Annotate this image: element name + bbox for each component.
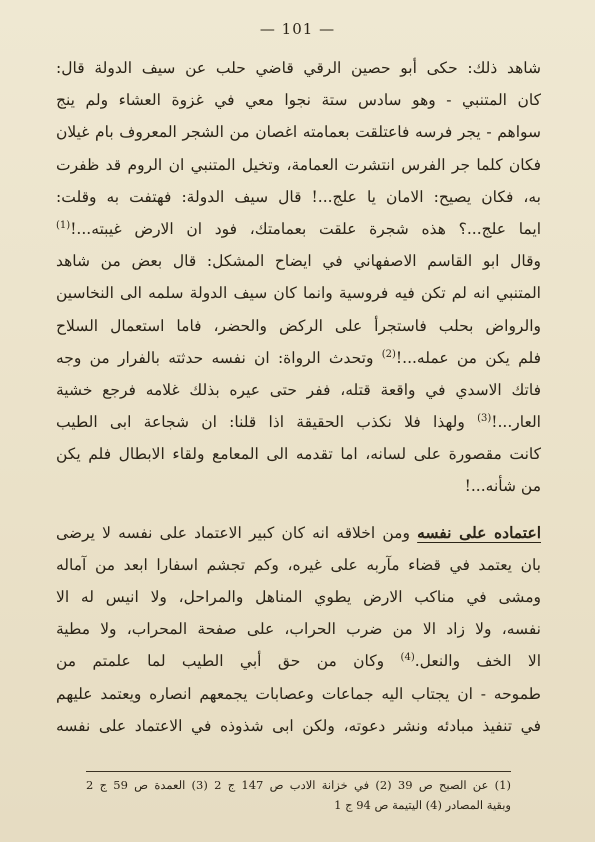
section-title: اعتماده على نفسه <box>417 522 541 542</box>
footnote-reference: (2) <box>381 348 396 360</box>
text-line: ومشى في مناكب الارض يطوي المناهل والمراحل، ولا انيس له الا <box>56 588 541 606</box>
text-line: من شأنه...! <box>464 477 541 496</box>
text-line: نفسه، ولا زاد الا من ضرب الحراب، على صفحة المحراب، ولا مطية <box>56 620 541 639</box>
text-line: شاهد ذلك: حكى أبو حصين الرقي قاضي حلب عن سيف الدولة قال: <box>56 59 541 77</box>
text-line: المتنبي انه لم تكن فيه فروسية وانما كان سيف الدولة سلمه الى النخاسين <box>56 284 541 303</box>
footnote-reference: (1) <box>56 219 71 231</box>
text-line: فكان كلما جر الفرس انتشرت العمامة، وتخيل المتنبي ان الروم قد ظفرت <box>56 155 541 174</box>
section-first-line: اعتماده على نفسه ومن اخلاقه انه كان كبير الاعتماد على نفسه لا يرضى <box>56 522 541 542</box>
body-text <box>56 52 541 742</box>
page-number: — 101 — <box>259 20 336 38</box>
text-line: فلم يكن من عمله...!$^{(2)}$ وتحدث الرواة: ان نفسه حدثته بالفرار من وجه <box>56 348 541 367</box>
text-line: طموحه - ان يجتاب اليه جماعات وعصابات يجمعهم انصاره ويعتمد عليهم <box>56 684 541 703</box>
footnote-line: (1) عن الصبح ص 39 (2) في خزانة الادب ص 147 ج 2 (3) العمدة ص 59 ج 2 <box>86 778 511 792</box>
footnotes <box>86 775 511 815</box>
text-line: العار...!$^{(3)}$ ولهذا فلا نكذب الحقيقة اذا قلنا: ان شجاعة ابى الطيب <box>56 412 541 432</box>
text-line: بان يعتمد في قضاء مآربه على غيره، وكم تجشم اسفارا ابعد من آماله <box>56 555 541 574</box>
footnote-divider <box>86 771 511 772</box>
text-line: كانت مقصورة على لسانه، اما تقدمه الى المعامع ولقاء الابطال فلم يكن <box>56 445 541 464</box>
text-line: ايما علج...؟ هذه شجرة علقت بعمامتك، فود ان الارض غيبته...!$^{(1)}$ <box>56 219 541 238</box>
text-line: فاتك الاسدي في واقعة قتله، ففر حتى عيره بذلك غلامه فرجع خشية <box>56 380 541 399</box>
text-line: به، فكان يصيح: الامان يا علج...! قال سيف الدولة: فهتفت به وقلت: <box>56 187 541 206</box>
text-line: الا الخف والنعل.$^{(4)}$ وكان من حق أبي الطيب لما علمتم من <box>56 652 541 671</box>
text-line: والرواض بحلب فاستجرأ على الركض والحضر، فاما استعمال السلاح <box>56 316 541 335</box>
text-line: وقال ابو القاسم الاصفهاني في ايضاح المشكل: قال بعض من شاهد <box>56 252 541 271</box>
footnote-reference: (3) <box>477 412 492 424</box>
footnote-reference: (4) <box>400 652 415 664</box>
text-line: في تنفيذ مبادئه ونشر دعوته، ولكن ابى شذوذه في الاعتماد على نفسه <box>56 716 541 735</box>
footnote-line: وبقية المصادر (4) اليتيمة ص 94 ج 1 <box>334 798 511 812</box>
text-line: كان المتنبي - وهو سادس ستة نجوا معي في غزوة العشاء ولم ينج <box>56 91 541 110</box>
text-line: سواهم - يجر فرسه فاعتلقت بعمامته اغصان من الشجر المعروف بام غيلان <box>56 123 541 142</box>
